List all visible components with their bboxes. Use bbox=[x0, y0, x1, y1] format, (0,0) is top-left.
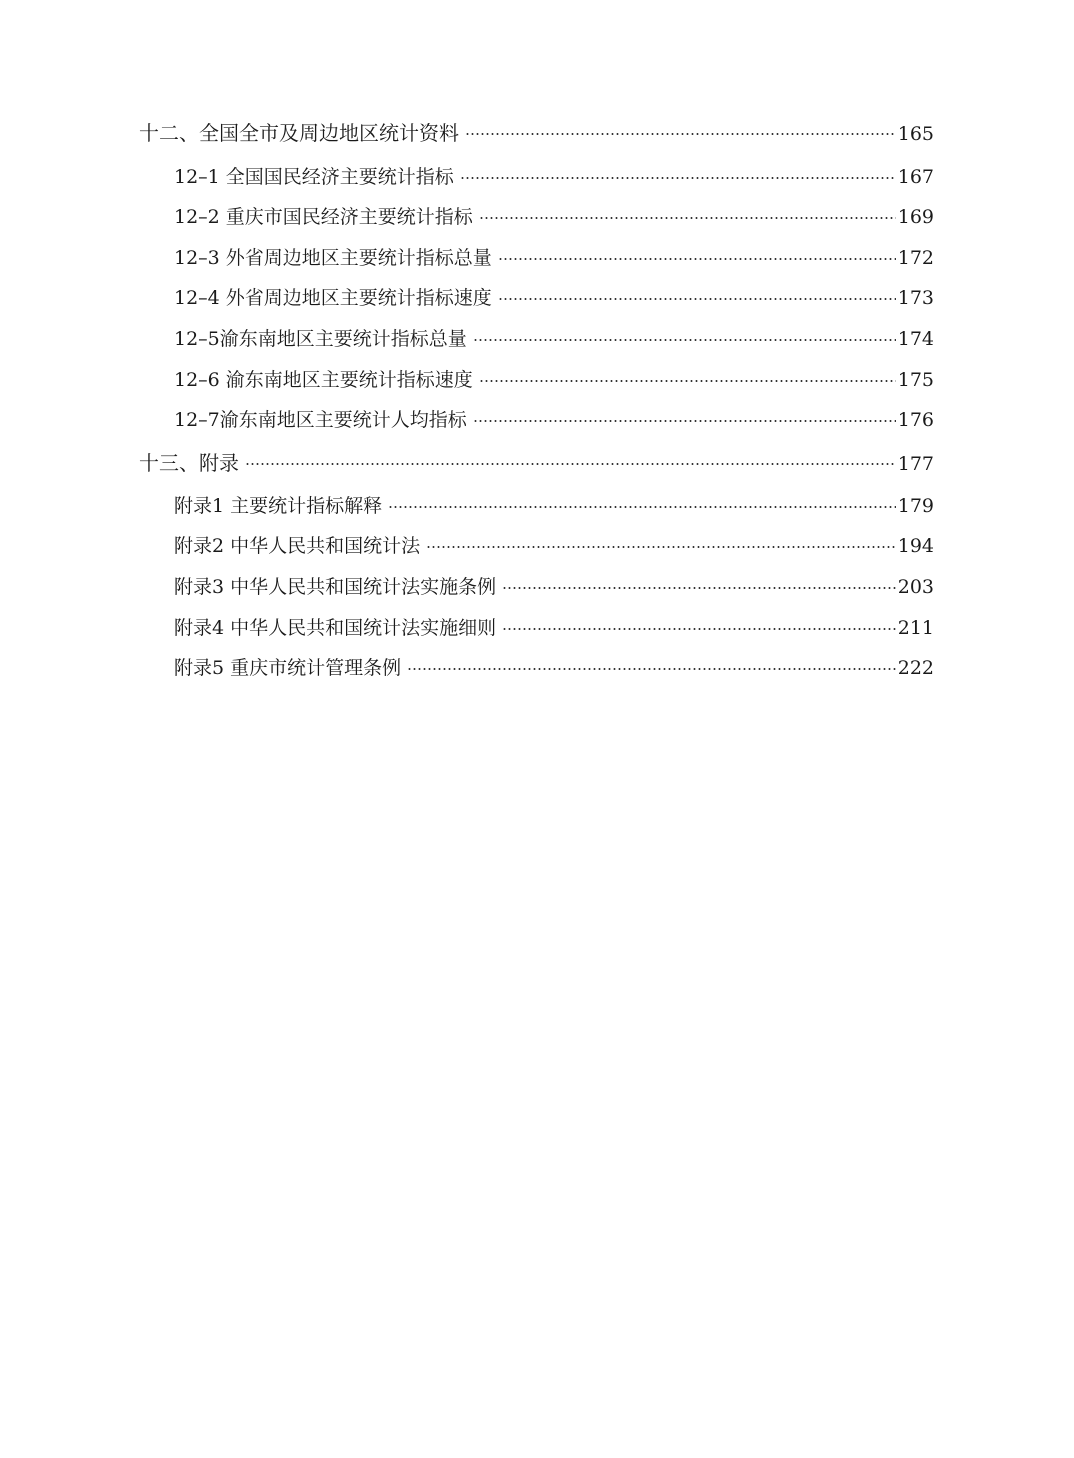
toc-entry-title: 12–3 外省周边地区主要统计指标总量 bbox=[174, 247, 492, 269]
toc-entry-appendix-3[interactable] bbox=[174, 573, 934, 601]
toc-entry-12-7[interactable] bbox=[174, 406, 934, 434]
dot-leader bbox=[460, 173, 896, 183]
dot-leader bbox=[479, 376, 896, 386]
toc-page-number: 222 bbox=[897, 657, 934, 679]
toc-entry-12-6[interactable] bbox=[174, 366, 934, 394]
toc-entry-title: 12–1 全国国民经济主要统计指标 bbox=[174, 166, 454, 188]
toc-entry-appendix-1[interactable] bbox=[174, 492, 934, 520]
dot-leader bbox=[473, 416, 896, 426]
toc-entry-12-5[interactable] bbox=[174, 325, 934, 353]
toc-entry-title: 附录4 中华人民共和国统计法实施细则 bbox=[174, 617, 497, 639]
toc-entry-title: 附录5 重庆市统计管理条例 bbox=[174, 657, 402, 679]
toc-entry-title: 十三、附录 bbox=[139, 451, 239, 475]
toc-entry-12-3[interactable] bbox=[174, 244, 934, 272]
toc-entry-title: 12–5渝东南地区主要统计指标总量 bbox=[174, 328, 467, 350]
toc-entry-appendix-2[interactable] bbox=[174, 532, 934, 560]
toc-entry-appendix-4[interactable] bbox=[174, 614, 934, 642]
toc-page-number: 173 bbox=[897, 287, 934, 309]
toc-entry-12-1[interactable] bbox=[174, 163, 934, 191]
toc-entry-12-2[interactable] bbox=[174, 203, 934, 231]
toc-section-12[interactable] bbox=[139, 119, 934, 147]
toc-section-13[interactable] bbox=[139, 449, 934, 477]
toc-page-number: 177 bbox=[897, 453, 934, 475]
dot-leader bbox=[498, 294, 896, 304]
dot-leader bbox=[465, 129, 896, 139]
dot-leader bbox=[426, 542, 896, 552]
toc-page-number: 179 bbox=[897, 495, 934, 517]
dot-leader bbox=[245, 459, 896, 469]
toc-entry-title: 12–2 重庆市国民经济主要统计指标 bbox=[174, 206, 473, 228]
toc-page-number: 174 bbox=[897, 328, 934, 350]
toc-entry-title: 12–4 外省周边地区主要统计指标速度 bbox=[174, 287, 492, 309]
dot-leader bbox=[407, 664, 896, 674]
dot-leader bbox=[473, 335, 896, 345]
toc-page-number: 172 bbox=[897, 247, 934, 269]
toc-page-number: 211 bbox=[897, 617, 934, 639]
toc-entry-title: 附录3 中华人民共和国统计法实施条例 bbox=[174, 576, 497, 598]
toc-page-number: 176 bbox=[897, 409, 934, 431]
toc-entry-appendix-5[interactable] bbox=[174, 654, 934, 682]
toc-page-number: 203 bbox=[897, 576, 934, 598]
dot-leader bbox=[388, 502, 896, 512]
toc-entry-title: 12–6 渝东南地区主要统计指标速度 bbox=[174, 369, 473, 391]
toc-page-number: 167 bbox=[897, 166, 934, 188]
toc-entry-title: 附录2 中华人民共和国统计法 bbox=[174, 535, 421, 557]
toc-page-number: 169 bbox=[897, 206, 934, 228]
toc-page-number: 175 bbox=[897, 369, 934, 391]
toc-page-number: 194 bbox=[897, 535, 934, 557]
dot-leader bbox=[502, 624, 896, 634]
toc-entry-title: 附录1 主要统计指标解释 bbox=[174, 495, 383, 517]
toc-entry-title: 十二、全国全市及周边地区统计资料 bbox=[139, 121, 459, 145]
dot-leader bbox=[502, 583, 896, 593]
dot-leader bbox=[498, 254, 896, 264]
toc-entry-12-4[interactable] bbox=[174, 284, 934, 312]
toc-entry-title: 12–7渝东南地区主要统计人均指标 bbox=[174, 409, 467, 431]
dot-leader bbox=[479, 213, 896, 223]
toc-page-number: 165 bbox=[897, 123, 934, 145]
